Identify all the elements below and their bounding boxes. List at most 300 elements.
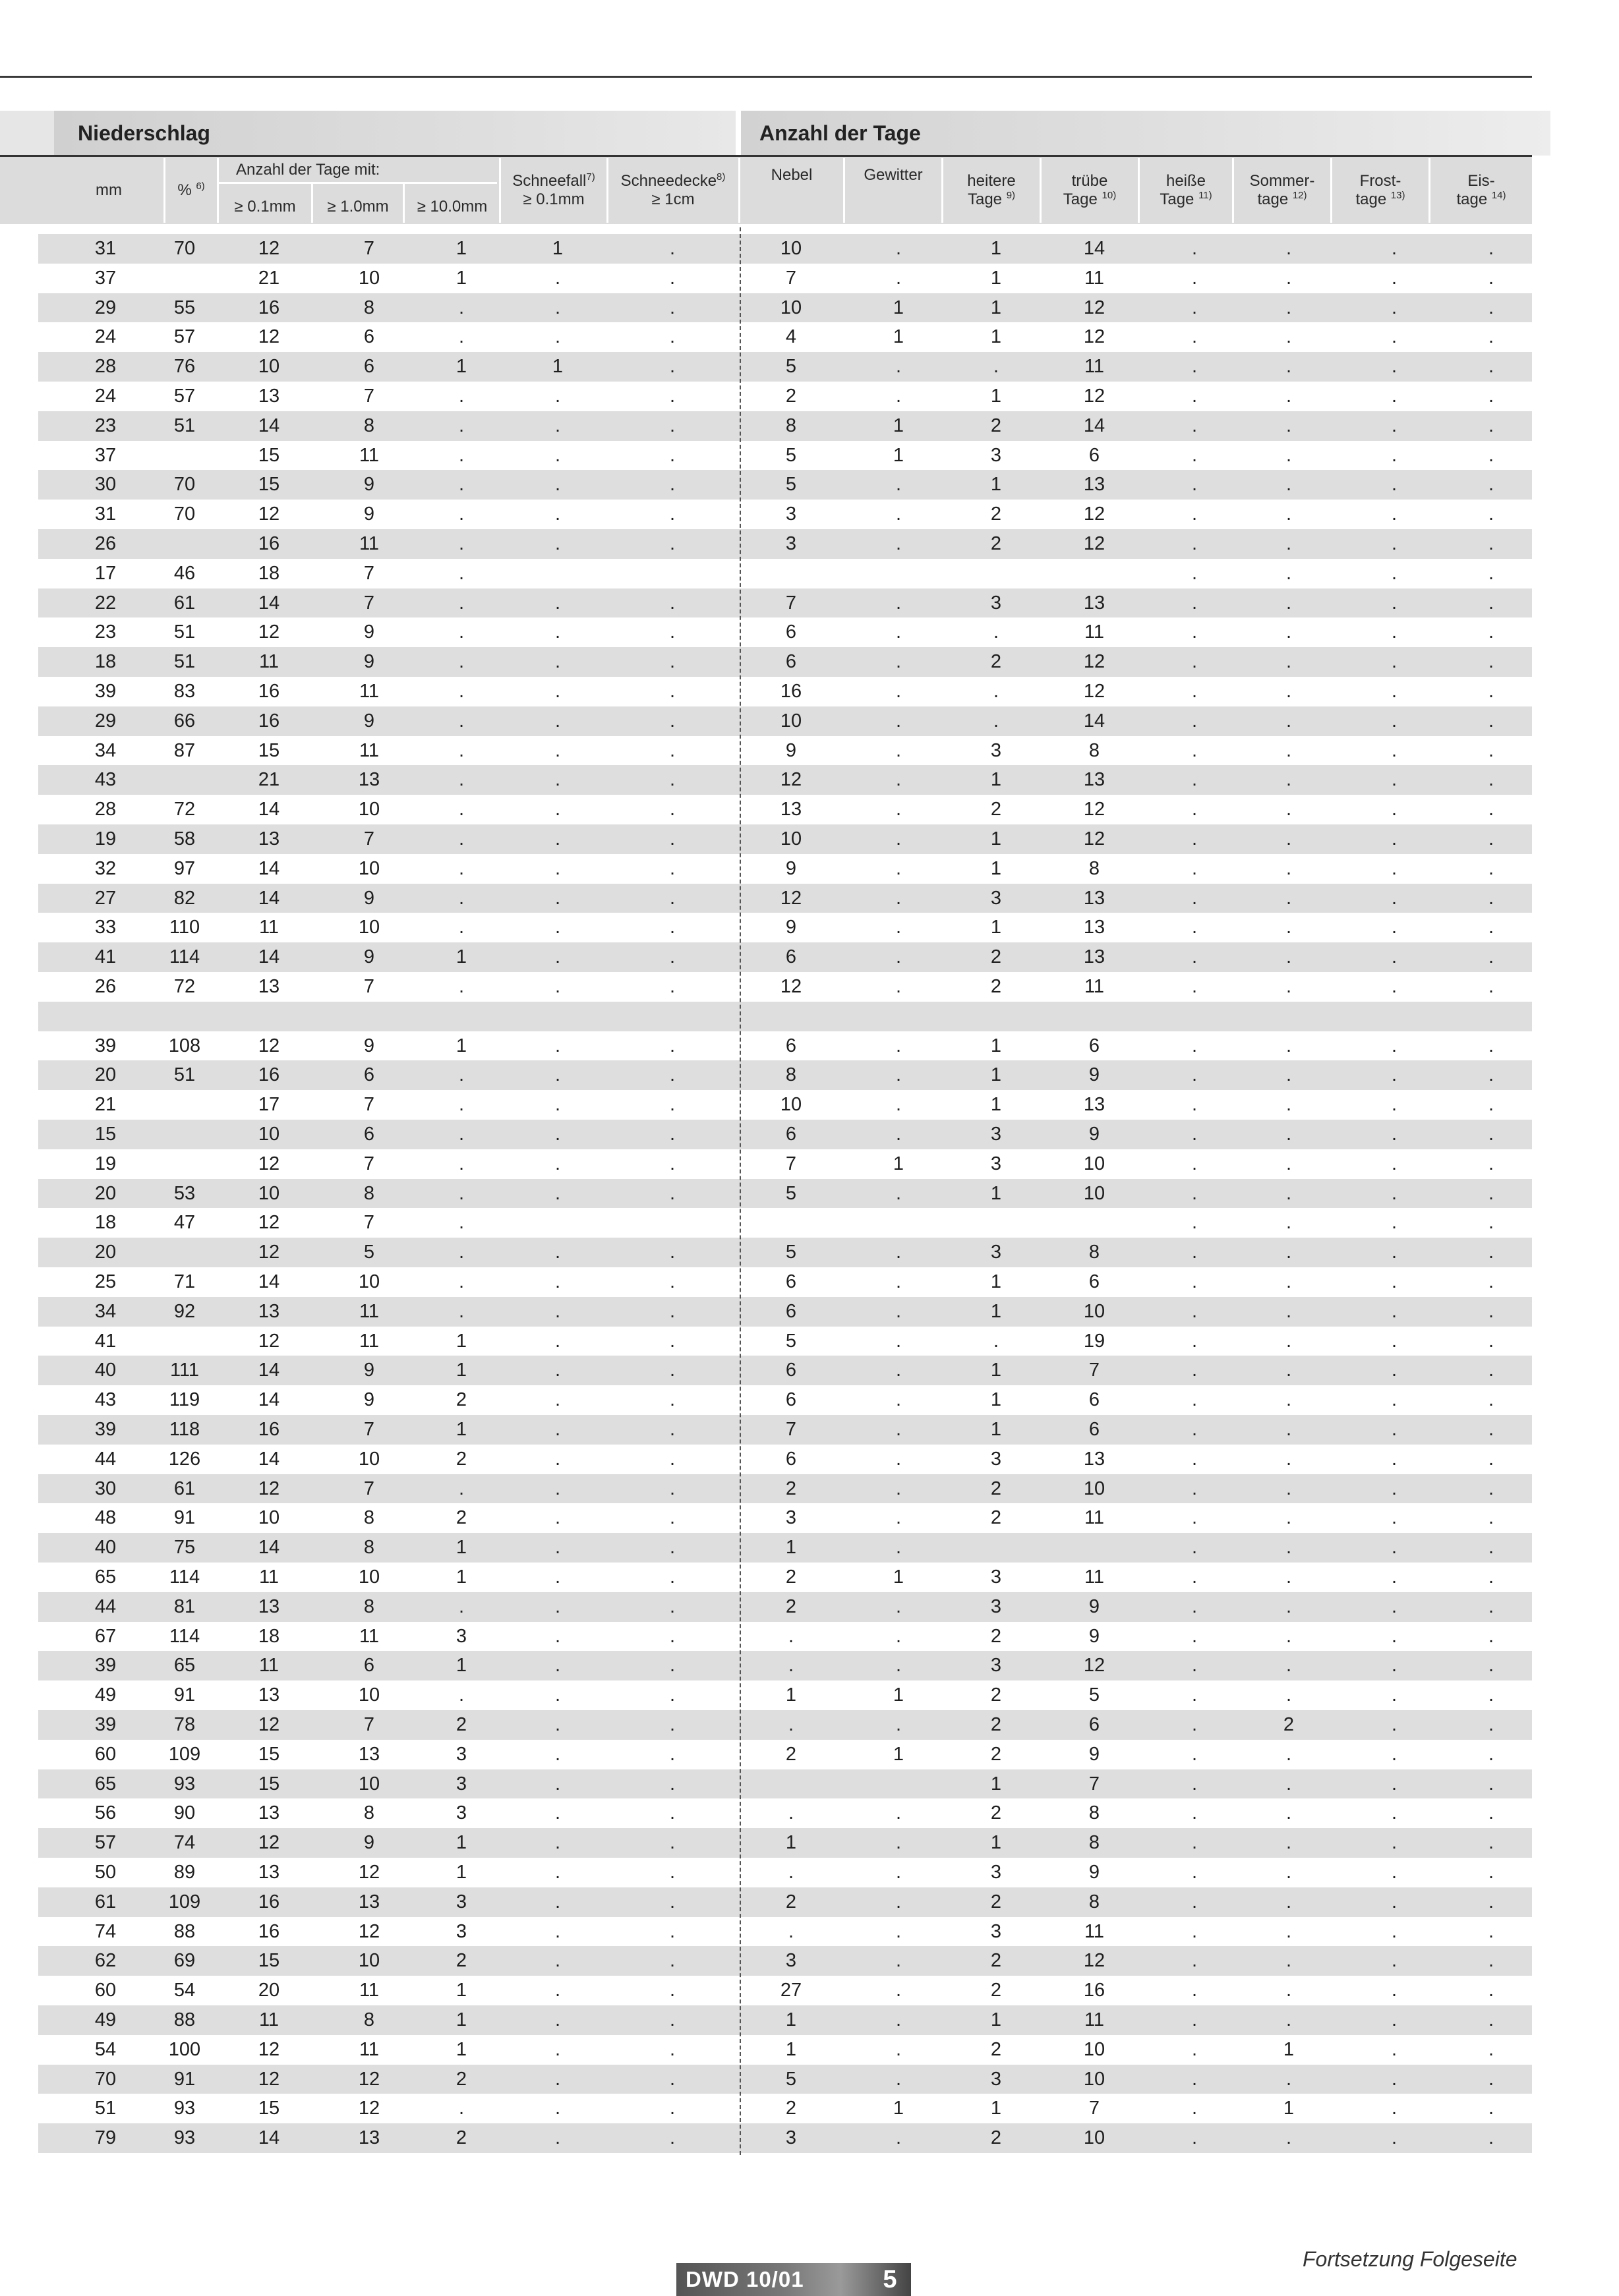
cell-days-ge-1-0mm: 10 bbox=[358, 1271, 380, 1292]
cell-summer-days: . bbox=[1285, 828, 1292, 849]
cell-frost-days: . bbox=[1391, 1625, 1398, 1647]
cell-thunder: . bbox=[895, 769, 902, 791]
table-row bbox=[38, 1680, 1532, 1710]
cell-mm: 33 bbox=[94, 917, 117, 938]
cell-days-ge-0-1mm: 12 bbox=[258, 621, 280, 643]
cell-hot-days: . bbox=[1191, 1980, 1198, 2001]
cell-percent: 58 bbox=[173, 828, 196, 849]
cell-clear-days: 3 bbox=[990, 1448, 1002, 1470]
cell-summer-days: . bbox=[1285, 621, 1292, 643]
cell-days-ge-1-0mm: 7 bbox=[363, 238, 375, 259]
cell-thunder: 1 bbox=[893, 1743, 904, 1765]
cell-days-ge-0-1mm: 13 bbox=[258, 828, 280, 849]
col-header-frosttage: Frost- tage $^{13)}$ bbox=[1355, 172, 1405, 208]
cell-days-ge-10-0mm: 1 bbox=[456, 1655, 467, 1677]
cell-days-ge-10-0mm: . bbox=[458, 592, 465, 614]
cell-thunder bbox=[866, 1769, 931, 1799]
cell-percent: 75 bbox=[173, 1537, 196, 1559]
cell-thunder: . bbox=[895, 1537, 902, 1559]
cell-mm: 43 bbox=[94, 769, 117, 791]
cell-frost-days: . bbox=[1391, 1478, 1398, 1499]
cell-thunder: . bbox=[895, 1330, 902, 1352]
cell-days-ge-10-0mm: . bbox=[458, 651, 465, 673]
cell-percent: 65 bbox=[173, 1655, 196, 1677]
cell-summer-days: . bbox=[1285, 238, 1292, 259]
cell-frost-days: . bbox=[1391, 1537, 1398, 1559]
table-row bbox=[38, 293, 1532, 323]
cell-days-ge-1-0mm: 9 bbox=[363, 621, 375, 643]
cell-days-ge-10-0mm: 2 bbox=[456, 2127, 467, 2149]
cell-days-ge-10-0mm: . bbox=[458, 503, 465, 525]
table-row bbox=[38, 884, 1532, 913]
cell-days-ge-0-1mm: 12 bbox=[258, 1330, 280, 1352]
cell-percent: 93 bbox=[173, 2098, 196, 2119]
cell-thunder: . bbox=[895, 1182, 902, 1204]
cell-snowfall: . bbox=[554, 946, 561, 968]
cell-days-ge-10-0mm: . bbox=[458, 533, 465, 554]
cell-snowcover: . bbox=[669, 887, 676, 909]
table-row bbox=[38, 1445, 1532, 1474]
cell-frost-days: . bbox=[1391, 946, 1398, 968]
cell-clear-days: 3 bbox=[990, 1566, 1002, 1588]
cell-days-ge-10-0mm: . bbox=[458, 1064, 465, 1086]
col-header-gewitter: Gewitter bbox=[864, 166, 923, 184]
cell-snowcover: . bbox=[669, 2068, 676, 2090]
cell-fog: 2 bbox=[785, 1478, 797, 1499]
cell-summer-days: . bbox=[1285, 976, 1292, 997]
cell-thunder: 1 bbox=[893, 1566, 904, 1588]
cell-frost-days: . bbox=[1391, 503, 1398, 525]
cell-overcast-days: 9 bbox=[1088, 1625, 1100, 1647]
table-row bbox=[38, 1917, 1532, 1947]
cell-clear-days: 1 bbox=[990, 1389, 1002, 1411]
cell-frost-days: . bbox=[1391, 1832, 1398, 1854]
cell-frost-days: . bbox=[1391, 1773, 1398, 1794]
cell-hot-days: . bbox=[1191, 946, 1198, 968]
cell-clear-days: 1 bbox=[990, 474, 1002, 496]
cell-ice-days: . bbox=[1488, 1035, 1494, 1056]
cell-snowcover: . bbox=[669, 1862, 676, 1883]
cell-snowfall: . bbox=[554, 2127, 561, 2149]
cell-fog: 12 bbox=[780, 887, 802, 909]
cell-percent: 119 bbox=[169, 1389, 200, 1411]
cell-frost-days: . bbox=[1391, 1035, 1398, 1056]
cell-frost-days: . bbox=[1391, 710, 1398, 732]
cell-mm: 37 bbox=[94, 267, 117, 289]
cell-percent: 109 bbox=[168, 1891, 201, 1912]
table-row bbox=[38, 234, 1532, 264]
cell-clear-days: 1 bbox=[990, 2098, 1002, 2119]
cell-snowfall: . bbox=[554, 917, 561, 938]
cell-overcast-days: 8 bbox=[1088, 1802, 1100, 1824]
cell-percent bbox=[152, 1238, 218, 1267]
cell-summer-days: . bbox=[1285, 1478, 1292, 1499]
cell-ice-days: . bbox=[1488, 386, 1494, 407]
cell-days-ge-1-0mm: 6 bbox=[363, 326, 375, 348]
cell-frost-days: . bbox=[1391, 769, 1398, 791]
cell-fog: 10 bbox=[780, 297, 802, 318]
cell-percent: 76 bbox=[173, 356, 196, 378]
cell-summer-days: . bbox=[1285, 533, 1292, 554]
cell-days-ge-0-1mm: 10 bbox=[258, 1182, 280, 1204]
cell-percent: 70 bbox=[173, 474, 196, 496]
cell-mm: 23 bbox=[94, 415, 117, 436]
cell-mm: 60 bbox=[94, 1980, 117, 2001]
cell-days-ge-0-1mm: 16 bbox=[258, 1920, 280, 1942]
table-row bbox=[38, 2094, 1532, 2123]
cell-hot-days: . bbox=[1191, 2127, 1198, 2149]
cell-percent: 111 bbox=[169, 1360, 200, 1381]
cell-days-ge-10-0mm: . bbox=[458, 828, 465, 849]
cell-clear-days: 3 bbox=[990, 1862, 1002, 1883]
cell-snowfall: . bbox=[554, 2068, 561, 2090]
cell-snowfall: . bbox=[554, 415, 561, 436]
cell-frost-days: . bbox=[1391, 2009, 1398, 2030]
cell-thunder: . bbox=[895, 1832, 902, 1854]
col-header-percent: % $^{6)}$ bbox=[177, 181, 205, 199]
cell-hot-days: . bbox=[1191, 1773, 1198, 1794]
cell-summer-days: . bbox=[1285, 1773, 1292, 1794]
cell-overcast-days: 11 bbox=[1084, 356, 1105, 378]
cell-fog: 5 bbox=[785, 356, 797, 378]
cell-days-ge-10-0mm: 1 bbox=[456, 2038, 467, 2060]
cell-clear-days: 3 bbox=[990, 1242, 1002, 1263]
cell-clear-days: 1 bbox=[990, 1182, 1002, 1204]
cell-summer-days bbox=[1256, 1002, 1322, 1031]
cell-snowfall: . bbox=[554, 1124, 561, 1145]
cell-frost-days: . bbox=[1391, 1802, 1398, 1824]
cell-percent: 83 bbox=[173, 681, 196, 702]
cell-days-ge-0-1mm: 21 bbox=[258, 769, 280, 791]
cell-overcast-days: 5 bbox=[1088, 1684, 1100, 1706]
cell-snowcover: . bbox=[669, 386, 676, 407]
cell-days-ge-0-1mm: 12 bbox=[258, 1714, 280, 1735]
cell-days-ge-1-0mm: 6 bbox=[363, 1124, 375, 1145]
cell-snowcover: . bbox=[669, 1891, 676, 1912]
table-row bbox=[38, 824, 1532, 854]
cell-days-ge-1-0mm: 12 bbox=[358, 2068, 380, 2090]
cell-days-ge-1-0mm: 11 bbox=[359, 2038, 380, 2060]
footer-continuation-note: Fortsetzung Folgeseite bbox=[1303, 2247, 1517, 2271]
cell-overcast-days: 12 bbox=[1083, 828, 1105, 849]
cell-days-ge-0-1mm: 13 bbox=[258, 386, 280, 407]
cell-days-ge-1-0mm: 10 bbox=[358, 1684, 380, 1706]
cell-days-ge-0-1mm: 18 bbox=[258, 1625, 280, 1647]
cell-frost-days: . bbox=[1391, 1360, 1398, 1381]
cell-percent: 55 bbox=[173, 297, 196, 318]
cell-snowfall: . bbox=[554, 1537, 561, 1559]
cell-mm: 37 bbox=[94, 444, 117, 466]
cell-thunder: . bbox=[895, 592, 902, 614]
cell-snowfall: . bbox=[554, 1507, 561, 1529]
cell-days-ge-10-0mm: 2 bbox=[456, 1950, 467, 1972]
cell-percent: 118 bbox=[169, 1419, 200, 1440]
cell-fog: . bbox=[788, 1802, 794, 1824]
cell-overcast-days: 9 bbox=[1088, 1862, 1100, 1883]
cell-days-ge-10-0mm: . bbox=[458, 1153, 465, 1174]
cell-ice-days: . bbox=[1488, 1595, 1494, 1617]
cell-mm: 28 bbox=[94, 356, 117, 378]
cell-snowcover: . bbox=[669, 533, 676, 554]
cell-thunder: . bbox=[895, 2127, 902, 2149]
cell-snowfall: . bbox=[554, 651, 561, 673]
cell-days-ge-10-0mm: 1 bbox=[456, 2009, 467, 2030]
cell-days-ge-0-1mm: 12 bbox=[258, 2068, 280, 2090]
cell-thunder: 1 bbox=[893, 444, 904, 466]
cell-snowcover: . bbox=[669, 651, 676, 673]
cell-mm: 26 bbox=[94, 976, 117, 997]
cell-clear-days: 3 bbox=[990, 739, 1002, 761]
cell-mm: 40 bbox=[94, 1537, 117, 1559]
cell-fog: 6 bbox=[785, 1035, 797, 1056]
cell-ice-days: . bbox=[1488, 1153, 1494, 1174]
cell-fog: . bbox=[788, 1655, 794, 1677]
table-row bbox=[38, 1090, 1532, 1120]
cell-overcast-days: 12 bbox=[1083, 533, 1105, 554]
cell-summer-days: . bbox=[1285, 1950, 1292, 1972]
cell-days-ge-10-0mm: 1 bbox=[456, 1566, 467, 1588]
cell-percent: 88 bbox=[173, 1920, 196, 1942]
cell-days-ge-0-1mm: 11 bbox=[258, 2009, 280, 2030]
cell-fog: 2 bbox=[785, 1566, 797, 1588]
cell-snowfall: . bbox=[554, 621, 561, 643]
cell-snowfall: . bbox=[554, 710, 561, 732]
cell-mm: 49 bbox=[94, 2009, 117, 2030]
cell-percent: 89 bbox=[173, 1862, 196, 1883]
cell-summer-days: . bbox=[1285, 1212, 1292, 1234]
cell-fog: . bbox=[788, 1920, 794, 1942]
cell-days-ge-1-0mm: 11 bbox=[359, 1980, 380, 2001]
cell-snowfall: . bbox=[554, 1920, 561, 1942]
cell-snowcover: . bbox=[669, 267, 676, 289]
cell-overcast-days: 6 bbox=[1088, 1389, 1100, 1411]
cell-thunder: . bbox=[895, 621, 902, 643]
cell-percent: 126 bbox=[168, 1448, 201, 1470]
cell-overcast-days: 13 bbox=[1083, 946, 1105, 968]
col-header-heitere-tage: heitere Tage $^{9)}$ bbox=[967, 172, 1016, 208]
cell-clear-days bbox=[963, 559, 1029, 588]
cell-snowfall: . bbox=[554, 1832, 561, 1854]
cell-days-ge-0-1mm: 14 bbox=[258, 1389, 280, 1411]
cell-mm: 65 bbox=[94, 1773, 117, 1794]
cell-snowfall: . bbox=[554, 1980, 561, 2001]
cell-hot-days: . bbox=[1191, 2068, 1198, 2090]
cell-thunder: 1 bbox=[893, 1153, 904, 1174]
cell-ice-days: . bbox=[1488, 1537, 1494, 1559]
cell-percent: 66 bbox=[173, 710, 196, 732]
cell-frost-days: . bbox=[1391, 1124, 1398, 1145]
cell-summer-days: . bbox=[1285, 474, 1292, 496]
cell-days-ge-0-1mm: 12 bbox=[258, 238, 280, 259]
cell-mm: 22 bbox=[94, 592, 117, 614]
cell-snowfall: . bbox=[554, 1655, 561, 1677]
table-row bbox=[38, 411, 1532, 441]
cell-days-ge-0-1mm: 16 bbox=[258, 297, 280, 318]
cell-fog: . bbox=[788, 1714, 794, 1735]
cell-frost-days: . bbox=[1391, 1862, 1398, 1883]
cell-snowfall: . bbox=[554, 386, 561, 407]
cell-overcast-days: 12 bbox=[1083, 681, 1105, 702]
cell-hot-days: . bbox=[1191, 887, 1198, 909]
cell-overcast-days bbox=[1061, 1002, 1127, 1031]
cell-days-ge-1-0mm: 10 bbox=[358, 1773, 380, 1794]
cell-hot-days: . bbox=[1191, 917, 1198, 938]
cell-thunder bbox=[866, 1208, 931, 1238]
cell-percent bbox=[152, 1090, 218, 1120]
cell-snowcover: . bbox=[669, 621, 676, 643]
cell-mm: 79 bbox=[94, 2127, 117, 2149]
table-row bbox=[38, 736, 1532, 766]
cell-frost-days: . bbox=[1391, 533, 1398, 554]
cell-overcast-days: 12 bbox=[1083, 1655, 1105, 1677]
table-row bbox=[38, 441, 1532, 471]
cell-hot-days: . bbox=[1191, 681, 1198, 702]
cell-frost-days: . bbox=[1391, 415, 1398, 436]
cell-frost-days: . bbox=[1391, 1980, 1398, 2001]
cell-percent bbox=[152, 1327, 218, 1356]
table-row bbox=[38, 1356, 1532, 1385]
cell-ice-days: . bbox=[1488, 1802, 1494, 1824]
cell-frost-days: . bbox=[1391, 1242, 1398, 1263]
cell-percent bbox=[152, 1120, 218, 1149]
cell-summer-days: . bbox=[1285, 503, 1292, 525]
cell-hot-days: . bbox=[1191, 1153, 1198, 1174]
cell-snowfall: . bbox=[554, 799, 561, 820]
cell-percent: 114 bbox=[169, 946, 200, 968]
cell-days-ge-1-0mm: 10 bbox=[358, 917, 380, 938]
cell-mm: 19 bbox=[94, 1153, 117, 1174]
cell-frost-days: . bbox=[1391, 739, 1398, 761]
table-row bbox=[38, 972, 1532, 1002]
cell-thunder: . bbox=[895, 474, 902, 496]
cell-days-ge-10-0mm: 1 bbox=[456, 1832, 467, 1854]
cell-days-ge-0-1mm: 14 bbox=[258, 2127, 280, 2149]
cell-hot-days: . bbox=[1191, 1655, 1198, 1677]
table-row bbox=[38, 2123, 1532, 2153]
cell-summer-days: . bbox=[1285, 2127, 1292, 2149]
cell-days-ge-10-0mm: . bbox=[458, 739, 465, 761]
cell-fog: 2 bbox=[785, 1595, 797, 1617]
cell-ice-days: . bbox=[1488, 1684, 1494, 1706]
cell-snowfall: . bbox=[554, 1625, 561, 1647]
cell-percent: 54 bbox=[173, 1980, 196, 2001]
cell-summer-days: . bbox=[1285, 1448, 1292, 1470]
cell-days-ge-1-0mm: 7 bbox=[363, 1714, 375, 1735]
cell-days-ge-10-0mm: . bbox=[458, 799, 465, 820]
cell-mm: 44 bbox=[94, 1448, 117, 1470]
cell-fog bbox=[758, 1002, 824, 1031]
cell-summer-days: . bbox=[1285, 1684, 1292, 1706]
cell-days-ge-1-0mm: 8 bbox=[363, 1537, 375, 1559]
cell-days-ge-0-1mm: 14 bbox=[258, 1271, 280, 1292]
cell-mm: 41 bbox=[94, 1330, 117, 1352]
cell-snowcover: . bbox=[669, 1714, 676, 1735]
cell-days-ge-10-0mm bbox=[428, 1002, 494, 1031]
cell-thunder: . bbox=[895, 976, 902, 997]
cell-ice-days: . bbox=[1488, 1182, 1494, 1204]
col-header-sommertage: Sommer- tage $^{12)}$ bbox=[1249, 172, 1315, 208]
cell-days-ge-10-0mm: . bbox=[458, 887, 465, 909]
cell-days-ge-10-0mm: 1 bbox=[456, 1862, 467, 1883]
cell-frost-days: . bbox=[1391, 857, 1398, 879]
cell-hot-days: . bbox=[1191, 1330, 1198, 1352]
cell-overcast-days: 6 bbox=[1088, 1714, 1100, 1735]
cell-fog: 6 bbox=[785, 1360, 797, 1381]
cell-clear-days: 1 bbox=[990, 917, 1002, 938]
table-row bbox=[38, 1740, 1532, 1769]
col-header-ge-0-1mm: ≥ 0.1mm bbox=[234, 198, 296, 215]
cell-ice-days: . bbox=[1488, 2098, 1494, 2119]
cell-snowcover: . bbox=[669, 238, 676, 259]
cell-fog: 2 bbox=[785, 386, 797, 407]
cell-mm: 65 bbox=[94, 1566, 117, 1588]
cell-ice-days: . bbox=[1488, 2009, 1494, 2030]
cell-snowfall: . bbox=[554, 1094, 561, 1116]
cell-clear-days: 2 bbox=[990, 1891, 1002, 1912]
cell-snowfall: . bbox=[554, 1773, 561, 1794]
cell-days-ge-1-0mm: 6 bbox=[363, 1064, 375, 1086]
cell-snowcover: . bbox=[669, 1625, 676, 1647]
cell-clear-days: 1 bbox=[990, 1360, 1002, 1381]
cell-days-ge-0-1mm: 15 bbox=[258, 2098, 280, 2119]
cell-days-ge-0-1mm: 16 bbox=[258, 681, 280, 702]
cell-clear-days: . bbox=[993, 710, 999, 732]
cell-summer-days: . bbox=[1285, 651, 1292, 673]
cell-mm: 49 bbox=[94, 1684, 117, 1706]
cell-fog: 1 bbox=[785, 1684, 797, 1706]
header-left-pad bbox=[0, 111, 54, 156]
cell-ice-days: . bbox=[1488, 1360, 1494, 1381]
cell-summer-days: . bbox=[1285, 562, 1292, 584]
cell-hot-days: . bbox=[1191, 1035, 1198, 1056]
cell-days-ge-10-0mm: 3 bbox=[456, 1891, 467, 1912]
cell-overcast-days bbox=[1061, 559, 1127, 588]
cell-clear-days: 2 bbox=[990, 415, 1002, 436]
cell-days-ge-10-0mm: 3 bbox=[456, 1920, 467, 1942]
cell-overcast-days: 10 bbox=[1083, 1478, 1105, 1499]
cell-days-ge-10-0mm: . bbox=[458, 976, 465, 997]
cell-hot-days: . bbox=[1191, 1507, 1198, 1529]
cell-snowcover: . bbox=[669, 356, 676, 378]
cell-days-ge-10-0mm: . bbox=[458, 769, 465, 791]
cell-mm: 29 bbox=[94, 710, 117, 732]
cell-ice-days: . bbox=[1488, 681, 1494, 702]
cell-days-ge-1-0mm: 9 bbox=[363, 1832, 375, 1854]
cell-summer-days: . bbox=[1285, 1182, 1292, 1204]
cell-percent: 71 bbox=[173, 1271, 196, 1292]
cell-days-ge-1-0mm: 11 bbox=[359, 739, 380, 761]
cell-clear-days: 3 bbox=[990, 1153, 1002, 1174]
cell-percent: 97 bbox=[173, 857, 196, 879]
cell-fog: 3 bbox=[785, 503, 797, 525]
cell-hot-days: . bbox=[1191, 1094, 1198, 1116]
table-row bbox=[38, 677, 1532, 706]
cell-days-ge-0-1mm: 14 bbox=[258, 1360, 280, 1381]
cell-days-ge-0-1mm: 14 bbox=[258, 1448, 280, 1470]
cell-summer-days: 2 bbox=[1283, 1714, 1295, 1735]
cell-clear-days: 3 bbox=[990, 1595, 1002, 1617]
table-row bbox=[38, 529, 1532, 559]
cell-fog: 6 bbox=[785, 1389, 797, 1411]
cell-ice-days: . bbox=[1488, 1300, 1494, 1322]
cell-days-ge-1-0mm: 10 bbox=[358, 1448, 380, 1470]
cell-days-ge-1-0mm: 8 bbox=[363, 415, 375, 436]
cell-days-ge-0-1mm: 14 bbox=[258, 857, 280, 879]
cell-snowcover: . bbox=[669, 1920, 676, 1942]
cell-ice-days: . bbox=[1488, 1743, 1494, 1765]
cell-ice-days: . bbox=[1488, 1950, 1494, 1972]
cell-summer-days: . bbox=[1285, 386, 1292, 407]
